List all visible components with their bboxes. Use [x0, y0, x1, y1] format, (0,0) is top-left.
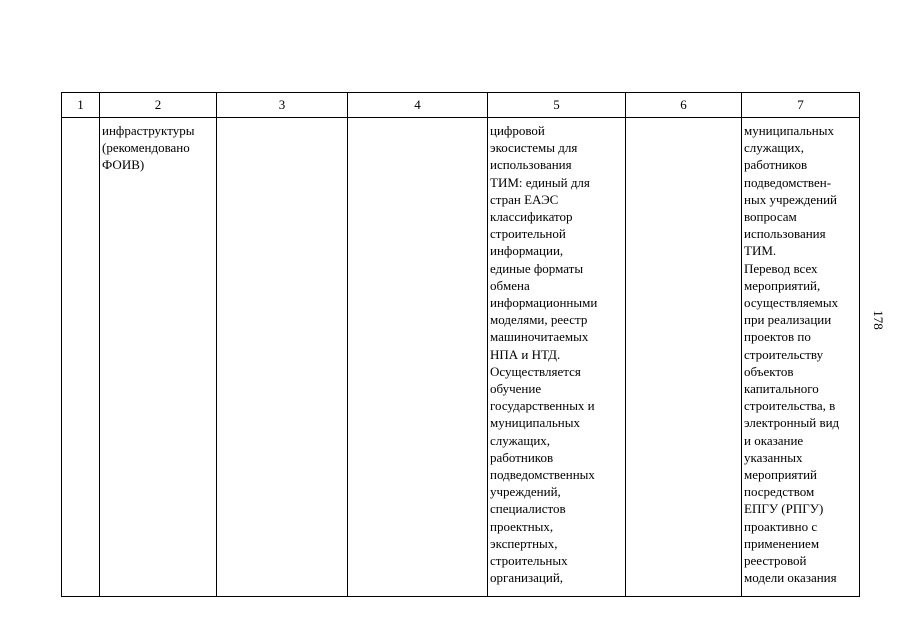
table-cell-col2: инфраструктуры (рекомендовано ФОИВ) — [100, 118, 217, 597]
table-cell-col1 — [62, 118, 100, 597]
page-number: 178 — [871, 310, 886, 330]
column-header-4: 4 — [348, 93, 488, 118]
column-header-1: 1 — [62, 93, 100, 118]
table-cell-col6 — [626, 118, 742, 597]
table-cell-col3 — [217, 118, 348, 597]
column-header-5: 5 — [488, 93, 626, 118]
table-row — [62, 118, 860, 597]
table-cell-col4 — [348, 118, 488, 597]
table-cell-col7: муниципальных служащих, работников подведомствен- ных учреждений вопросам использования ТИМ. Перевод всех мероприятий, осуществляемых при реализации проектов по строительству объектов капитального строительства, в электронный вид и оказание указанных мероприятий посредством ЕПГУ (РПГУ) проактивно с применением реестровой модели оказания — [742, 118, 860, 597]
header-row — [62, 93, 860, 118]
column-header-7: 7 — [742, 93, 860, 118]
column-header-2: 2 — [100, 93, 217, 118]
column-header-6: 6 — [626, 93, 742, 118]
table-cell-col5: цифровой экосистемы для использования ТИМ: единый для стран ЕАЭС классификатор строительной информации, единые форматы обмена информационными моделями, реестр машиночитаемых НПА и НТД. Осуществляется обучение государственных и муниципальных служащих, работников подведомственных учреждений, специалистов проектных, экспертных, строительных организаций, — [488, 118, 626, 597]
column-header-3: 3 — [217, 93, 348, 118]
document-table — [61, 92, 860, 597]
